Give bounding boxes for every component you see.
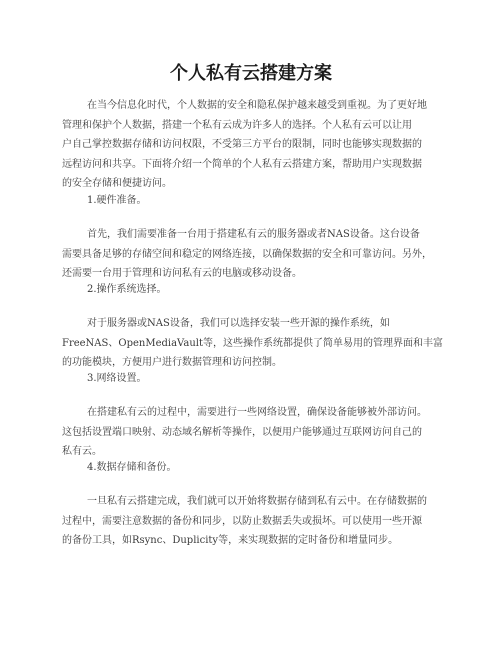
intro-line: 的安全存储和便捷访问。 (62, 178, 172, 189)
intro-line: 管理和保护个人数据，搭建一个私有云成为许多人的选择。个人私有云可以让用 (62, 119, 412, 131)
intro-line: 户自己掌控数据存储和访问权限，不受第三方平台的限制，同时也能够实现数据的 (62, 139, 422, 150)
paragraph-line: 在搭建私有云的过程中，需要进行一些网络设置，确保设备能够被外部访问。 (87, 407, 427, 418)
intro-line: 在当今信息化时代，个人数据的安全和隐私保护越来越受到重视。为了更好地 (87, 100, 427, 111)
section-paragraph-network (62, 403, 446, 462)
section-paragraph-os (62, 314, 446, 373)
paragraph-line: FreeNAS、OpenMediaVault等，这些操作系统都提供了简单易用的管理界面和丰富 (62, 337, 443, 349)
paragraph-line: 这包括设置端口映射、动态域名解析等操作，以便用户能够通过互联网访问自己的 (62, 426, 422, 438)
paragraph-line: 的功能模块，方便用户进行数据管理和访问控制。 (62, 357, 282, 368)
section-paragraph-storage (62, 492, 446, 551)
document-title: 个人私有云搭建方案 (170, 63, 332, 84)
paragraph-line: 还需要一台用于管理和访问私有云的电脑或移动设备。 (62, 268, 302, 279)
paragraph-line: 私有云。 (62, 446, 102, 457)
paragraph-line: 一旦私有云搭建完成，我们就可以开始将数据存储到私有云中。在存储数据的 (87, 496, 427, 507)
section-heading-network: 3.网络设置。 (87, 373, 147, 384)
section-paragraph-hardware (62, 225, 446, 284)
paragraph-line: 的备份工具，如Rsync、Duplicity等，来实现数据的定时备份和增量同步。 (62, 535, 399, 546)
paragraph-line: 对于服务器或NAS设备，我们可以选择安装一些开源的操作系统，如 (87, 318, 390, 329)
paragraph-line: 首先，我们需要准备一台用于搭建私有云的服务器或者NAS设备。这台设备 (87, 229, 420, 240)
section-heading-os: 2.操作系统选择。 (87, 284, 167, 295)
intro-paragraph (62, 96, 446, 194)
section-heading-hardware: 1.硬件准备。 (87, 195, 147, 206)
section-heading-storage: 4.数据存储和备份。 (87, 462, 177, 473)
intro-line: 远程访问和共享。下面将介绍一个简单的个人私有云搭建方案，帮助用户实现数据 (62, 158, 422, 170)
paragraph-line: 需要具备足够的存储空间和稳定的网络连接，以确保数据的安全和可靠访问。另外， (62, 248, 432, 260)
paragraph-line: 过程中，需要注意数据的备份和同步，以防止数据丢失或损坏。可以使用一些开源 (62, 515, 422, 527)
